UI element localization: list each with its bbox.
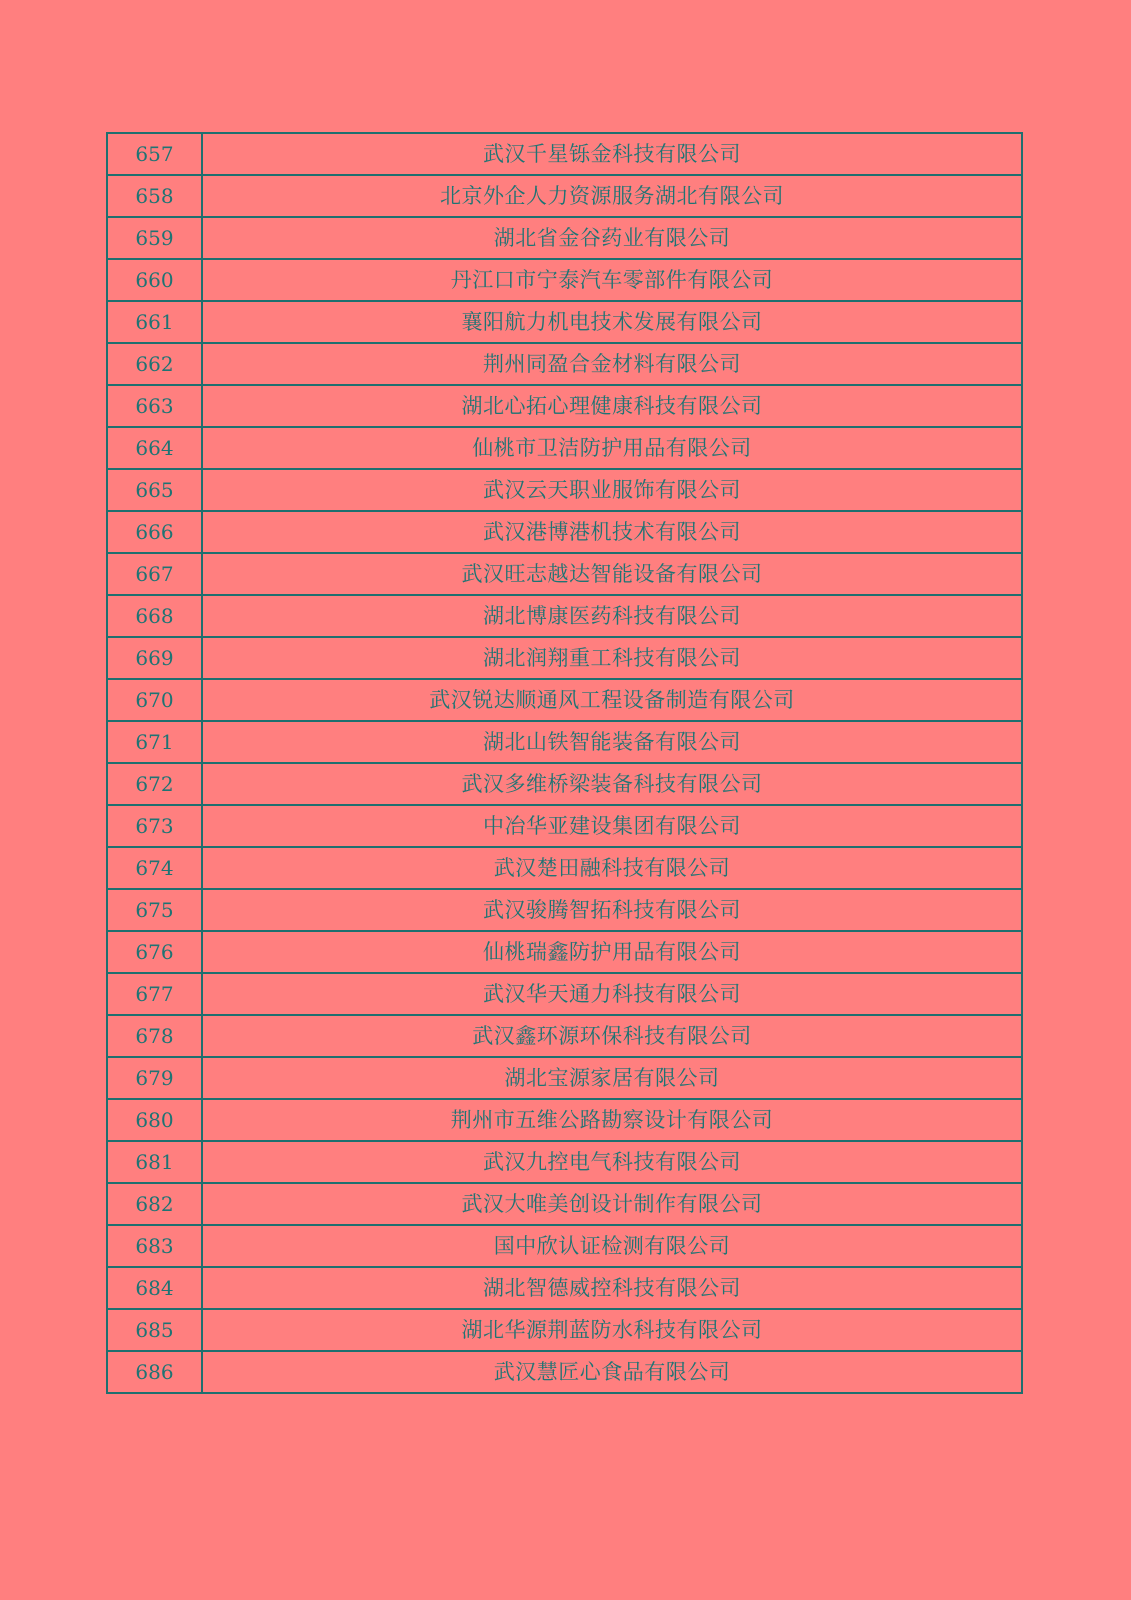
table-row: [107, 1099, 1022, 1141]
table-row: [107, 847, 1022, 889]
row-number: 660: [107, 259, 202, 301]
company-name: 武汉旺志越达智能设备有限公司: [202, 553, 1022, 595]
table-row: [107, 259, 1022, 301]
company-name: 湖北心拓心理健康科技有限公司: [202, 385, 1022, 427]
row-number: 658: [107, 175, 202, 217]
row-number: 684: [107, 1267, 202, 1309]
company-name: 湖北博康医药科技有限公司: [202, 595, 1022, 637]
table-row: [107, 679, 1022, 721]
row-number: 665: [107, 469, 202, 511]
table-body: [107, 133, 1022, 1393]
company-name: 中冶华亚建设集团有限公司: [202, 805, 1022, 847]
row-number: 671: [107, 721, 202, 763]
table-row: [107, 931, 1022, 973]
row-number: 673: [107, 805, 202, 847]
company-name: 武汉慧匠心食品有限公司: [202, 1351, 1022, 1393]
row-number: 677: [107, 973, 202, 1015]
company-name: 湖北智德威控科技有限公司: [202, 1267, 1022, 1309]
table-row: [107, 1057, 1022, 1099]
row-number: 662: [107, 343, 202, 385]
company-name: 武汉大唯美创设计制作有限公司: [202, 1183, 1022, 1225]
company-name: 武汉鑫环源环保科技有限公司: [202, 1015, 1022, 1057]
row-number: 683: [107, 1225, 202, 1267]
company-name: 武汉楚田融科技有限公司: [202, 847, 1022, 889]
company-name: 武汉千星铄金科技有限公司: [202, 133, 1022, 175]
row-number: 664: [107, 427, 202, 469]
row-number: 679: [107, 1057, 202, 1099]
company-list-table: [106, 132, 1023, 1394]
company-name: 武汉云天职业服饰有限公司: [202, 469, 1022, 511]
table-row: [107, 805, 1022, 847]
row-number: 667: [107, 553, 202, 595]
company-name: 荆州同盈合金材料有限公司: [202, 343, 1022, 385]
table-row: [107, 1141, 1022, 1183]
company-name: 北京外企人力资源服务湖北有限公司: [202, 175, 1022, 217]
row-number: 681: [107, 1141, 202, 1183]
table-row: [107, 217, 1022, 259]
table-row: [107, 721, 1022, 763]
table-row: [107, 1351, 1022, 1393]
company-name: 武汉多维桥梁装备科技有限公司: [202, 763, 1022, 805]
table-row: [107, 511, 1022, 553]
table-row: [107, 343, 1022, 385]
table-row: [107, 595, 1022, 637]
company-name: 武汉港博港机技术有限公司: [202, 511, 1022, 553]
row-number: 663: [107, 385, 202, 427]
row-number: 685: [107, 1309, 202, 1351]
company-name: 湖北宝源家居有限公司: [202, 1057, 1022, 1099]
row-number: 682: [107, 1183, 202, 1225]
table-row: [107, 133, 1022, 175]
row-number: 680: [107, 1099, 202, 1141]
company-name: 湖北省金谷药业有限公司: [202, 217, 1022, 259]
row-number: 676: [107, 931, 202, 973]
table-row: [107, 553, 1022, 595]
company-name: 仙桃瑞鑫防护用品有限公司: [202, 931, 1022, 973]
company-name: 武汉九控电气科技有限公司: [202, 1141, 1022, 1183]
table-row: [107, 637, 1022, 679]
row-number: 661: [107, 301, 202, 343]
table-row: [107, 427, 1022, 469]
table-row: [107, 889, 1022, 931]
table-row: [107, 1267, 1022, 1309]
row-number: 672: [107, 763, 202, 805]
table-row: [107, 1309, 1022, 1351]
company-name: 湖北华源荆蓝防水科技有限公司: [202, 1309, 1022, 1351]
row-number: 674: [107, 847, 202, 889]
company-name: 丹江口市宁泰汽车零部件有限公司: [202, 259, 1022, 301]
company-name: 武汉华天通力科技有限公司: [202, 973, 1022, 1015]
table-row: [107, 763, 1022, 805]
row-number: 670: [107, 679, 202, 721]
table-row: [107, 1225, 1022, 1267]
company-name: 武汉锐达顺通风工程设备制造有限公司: [202, 679, 1022, 721]
table-row: [107, 1015, 1022, 1057]
company-name: 国中欣认证检测有限公司: [202, 1225, 1022, 1267]
table-row: [107, 385, 1022, 427]
company-name: 湖北润翔重工科技有限公司: [202, 637, 1022, 679]
table-row: [107, 469, 1022, 511]
table-row: [107, 1183, 1022, 1225]
company-name: 襄阳航力机电技术发展有限公司: [202, 301, 1022, 343]
company-name: 荆州市五维公路勘察设计有限公司: [202, 1099, 1022, 1141]
row-number: 659: [107, 217, 202, 259]
row-number: 675: [107, 889, 202, 931]
row-number: 657: [107, 133, 202, 175]
company-name: 武汉骏腾智拓科技有限公司: [202, 889, 1022, 931]
company-name: 仙桃市卫洁防护用品有限公司: [202, 427, 1022, 469]
table-row: [107, 973, 1022, 1015]
row-number: 668: [107, 595, 202, 637]
row-number: 666: [107, 511, 202, 553]
row-number: 686: [107, 1351, 202, 1393]
row-number: 678: [107, 1015, 202, 1057]
table-row: [107, 301, 1022, 343]
row-number: 669: [107, 637, 202, 679]
table-row: [107, 175, 1022, 217]
company-name: 湖北山铁智能装备有限公司: [202, 721, 1022, 763]
